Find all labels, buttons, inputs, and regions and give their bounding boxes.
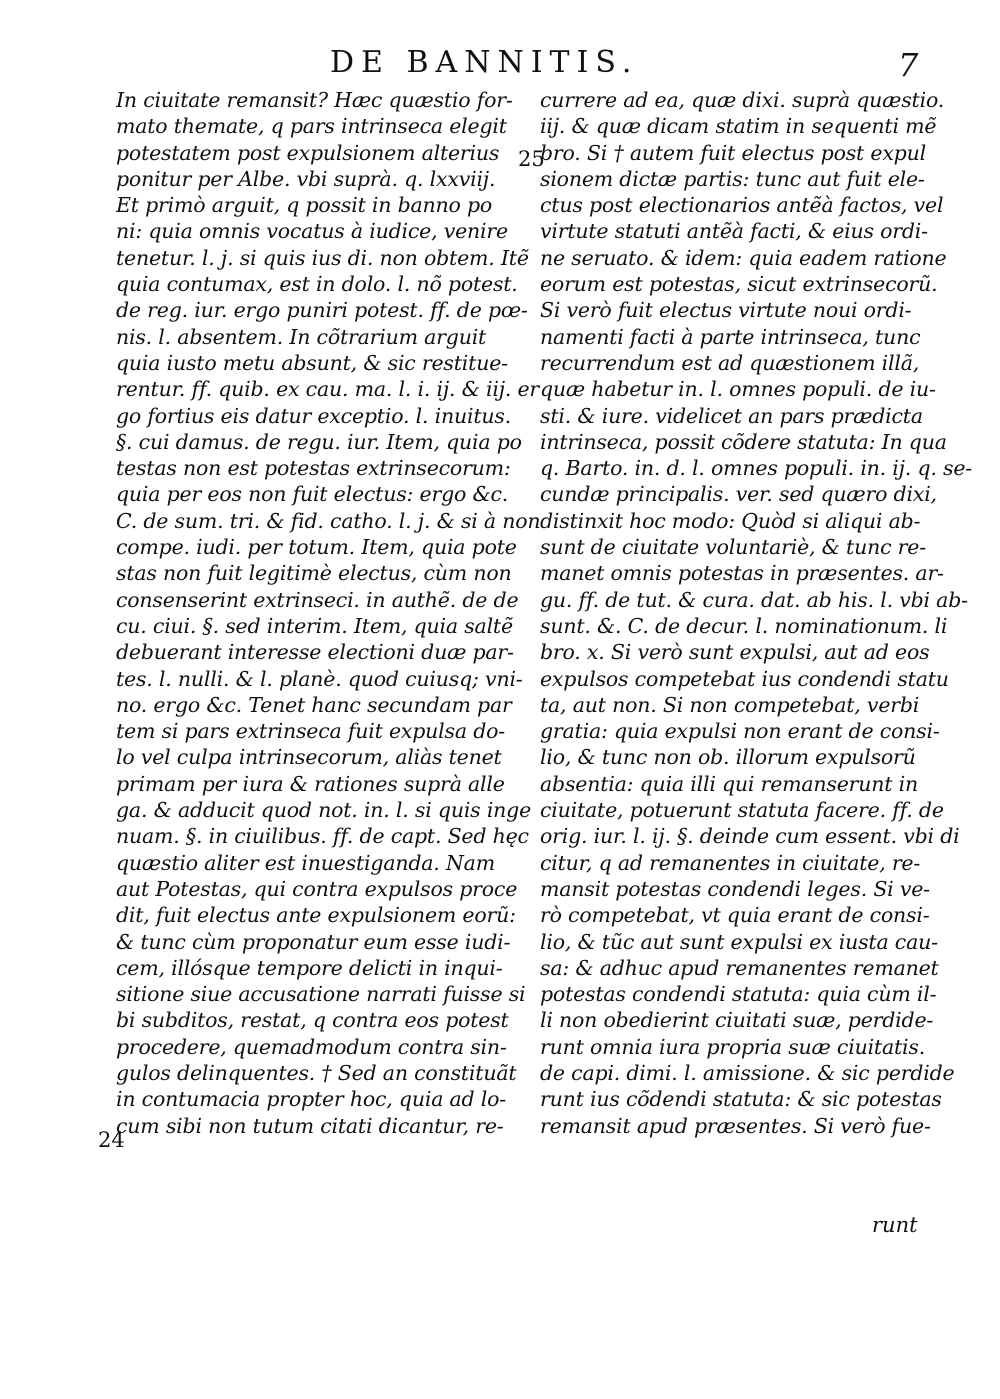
text-line: remansit apud præsentes. Si verò fue- [540,1113,931,1138]
text-line: sa: & adhuc apud remanentes remanet [540,955,939,980]
text-line: cu. ciui. §. sed interim. Item, quia saltẽ [116,613,513,638]
text-line: intrinseca, possit cõdere statuta: In qua [540,429,947,454]
text-line: li non obedierint ciuitati suæ, perdide- [540,1008,934,1033]
text-line: eorum est potestas, sicut extrinsecorũ. [540,272,938,297]
paragraph-marker-25: 25 [518,147,545,171]
catchword: runt [872,1213,918,1237]
text-line: de reg. iur. ergo puniri potest. ff. de pœ- [116,298,528,323]
text-line: cem, illósque tempore delicti in inqui- [116,955,503,980]
text-line: Et primò arguit, q possit in banno po [116,193,493,218]
text-line: de capi. dimi. l. amissione. & sic perdide [540,1060,955,1085]
text-line: rentur. ff. quib. ex cau. ma. l. i. ij. & iij. er [116,377,540,402]
running-title: DE BANNITIS. [330,45,639,80]
text-line: bro. Si † autem fuit electus post expul [540,140,926,165]
text-line: ni: quia omnis vocatus à iudice, venire [116,219,508,244]
text-line: go fortius eis datur exceptio. l. inuitus. [116,403,511,428]
text-line: cum sibi non tutum citati dicantur, re- [116,1113,504,1138]
text-line: mansit potestas condendi leges. Si ve- [540,876,930,901]
text-line: sitione siue accusatione narrati fuisse si [116,982,526,1007]
text-line: manet omnis potestas in præsentes. ar- [540,561,944,586]
text-line: procedere, quemadmodum contra sin- [116,1034,507,1059]
text-line: quæ habetur in. l. omnes populi. de iu- [540,377,936,402]
text-line: sti. & iure. videlicet an pars prædicta [540,403,923,428]
text-line: absentia: quia illi qui remanserunt in [540,771,918,796]
text-line: bro. x. Si verò sunt expulsi, aut ad eos [540,640,930,665]
text-line: lio, & tunc non ob. illorum expulsorũ [540,745,916,770]
paragraph-marker-24: 24 [98,1128,125,1152]
text-line: In ciuitate remansit? Hæc quæstio for- [116,88,513,112]
text-line: quæstio aliter est inuestiganda. Nam [116,850,495,875]
text-line: testas non est potestas extrinsecorum: [116,456,511,481]
text-line: potestatem post expulsionem alterius [116,140,500,165]
right-text-column [540,87,972,1139]
text-line: ne seruato. & idem: quia eadem ratione [540,245,947,270]
page-number: 7 [898,46,919,84]
text-line: nuam. §. in ciuilibus. ff. de capt. Sed hęc [116,824,529,849]
text-line: namenti facti à parte intrinseca, tunc [540,324,921,349]
text-line: ga. & adducit quod not. in. l. si quis inge [116,798,532,823]
text-line: sunt. &. C. de decur. l. nominationum. li [540,613,948,638]
text-line: no. ergo &c. Tenet hanc secundam par [116,692,512,717]
text-line: runt omnia iura propria suæ ciuitatis. [540,1034,926,1059]
text-line: rò competebat, vt quia erant de consi- [540,903,930,928]
text-line: §. cui damus. de regu. iur. Item, quia po [116,429,522,454]
text-line: ta, aut non. Si non competebat, verbi [540,692,920,717]
text-line: sionem dictæ partis: tunc aut fuit ele- [540,166,925,191]
text-line: C. de sum. tri. & fid. catho. l. j. & si à non [116,508,541,533]
text-line: tem si pars extrinseca fuit expulsa do- [116,719,505,744]
text-line: quia iusto metu absunt, & sic restitue- [116,350,508,375]
text-line: consenserint extrinseci. in authẽ. de de [116,587,519,612]
text-line: potestas condendi statuta: quia cùm il- [540,982,937,1007]
text-line: stas non fuit legitimè electus, cùm non [116,561,512,586]
text-line: debuerant interesse electioni duæ par- [116,640,514,665]
text-line: compe. iudi. per totum. Item, quia pote [116,535,517,560]
text-line: ponitur per Albe. vbi suprà. q. lxxviij. [116,166,496,191]
text-line: tes. l. nulli. & l. planè. quod cuiusq; vni- [116,666,523,691]
text-line: runt ius cõdendi statuta: & sic potestas [540,1087,942,1112]
text-line: ciuitate, potuerunt statuta facere. ff. de [540,798,944,823]
text-line: in contumacia propter hoc, quia ad lo- [116,1087,507,1112]
text-line: lo vel culpa intrinsecorum, aliàs tenet [116,745,502,770]
text-line: gu. ff. de tut. & cura. dat. ab his. l. vbi ab- [540,587,968,612]
text-line: nis. l. absentem. In cõtrarium arguit [116,324,487,349]
text-line: recurrendum est ad quæstionem illã, [540,350,920,375]
text-line: iij. & quæ dicam statim in sequenti mẽ [540,114,937,139]
text-line: gratia: quia expulsi non erant de consi- [540,719,940,744]
text-line: quia contumax, est in dolo. l. nõ potest. [116,272,518,297]
page-header [0,45,1000,89]
text-line: gulos delinquentes. † Sed an constituãt [116,1060,517,1085]
text-line: sunt de ciuitate voluntariè, & tunc re- [540,535,926,560]
text-line: bi subditos, restat, q contra eos potest [116,1008,509,1033]
text-line: cundæ principalis. ver. sed quæro dixi, [540,482,937,507]
text-line: virtute statuti antẽà facti, & eius ordi- [540,219,928,244]
text-line: orig. iur. l. ij. §. deinde cum essent. vbi di [540,824,960,849]
text-line: primam per iura & rationes suprà alle [116,771,505,796]
text-line: ctus post electionarios antẽà factos, vel [540,193,944,218]
text-line: distinxit hoc modo: Quòd si aliqui ab- [540,508,921,533]
text-line: tenetur. l. j. si quis ius di. non obtem. Itẽ [116,245,529,270]
text-line: quia per eos non fuit electus: ergo &c. [116,482,509,507]
text-line: Si verò fuit electus virtute noui ordi- [540,298,912,323]
text-line: dit, fuit electus ante expulsionem eorũ: [116,903,516,928]
text-line: mato themate, q pars intrinseca elegit [116,114,507,139]
text-line: lio, & tũc aut sunt expulsi ex iusta cau- [540,929,938,954]
text-line: currere ad ea, quæ dixi. suprà quæstio. [540,88,945,112]
text-line: q. Barto. in. d. l. omnes populi. in. ij. q. se- [540,456,972,481]
text-line: citur, q ad remanentes in ciuitate, re- [540,850,921,875]
text-line: & tunc cùm proponatur eum esse iudi- [116,929,511,954]
text-line: expulsos competebat ius condendi statu [540,666,949,691]
text-line: aut Potestas, qui contra expulsos proce [116,876,518,901]
